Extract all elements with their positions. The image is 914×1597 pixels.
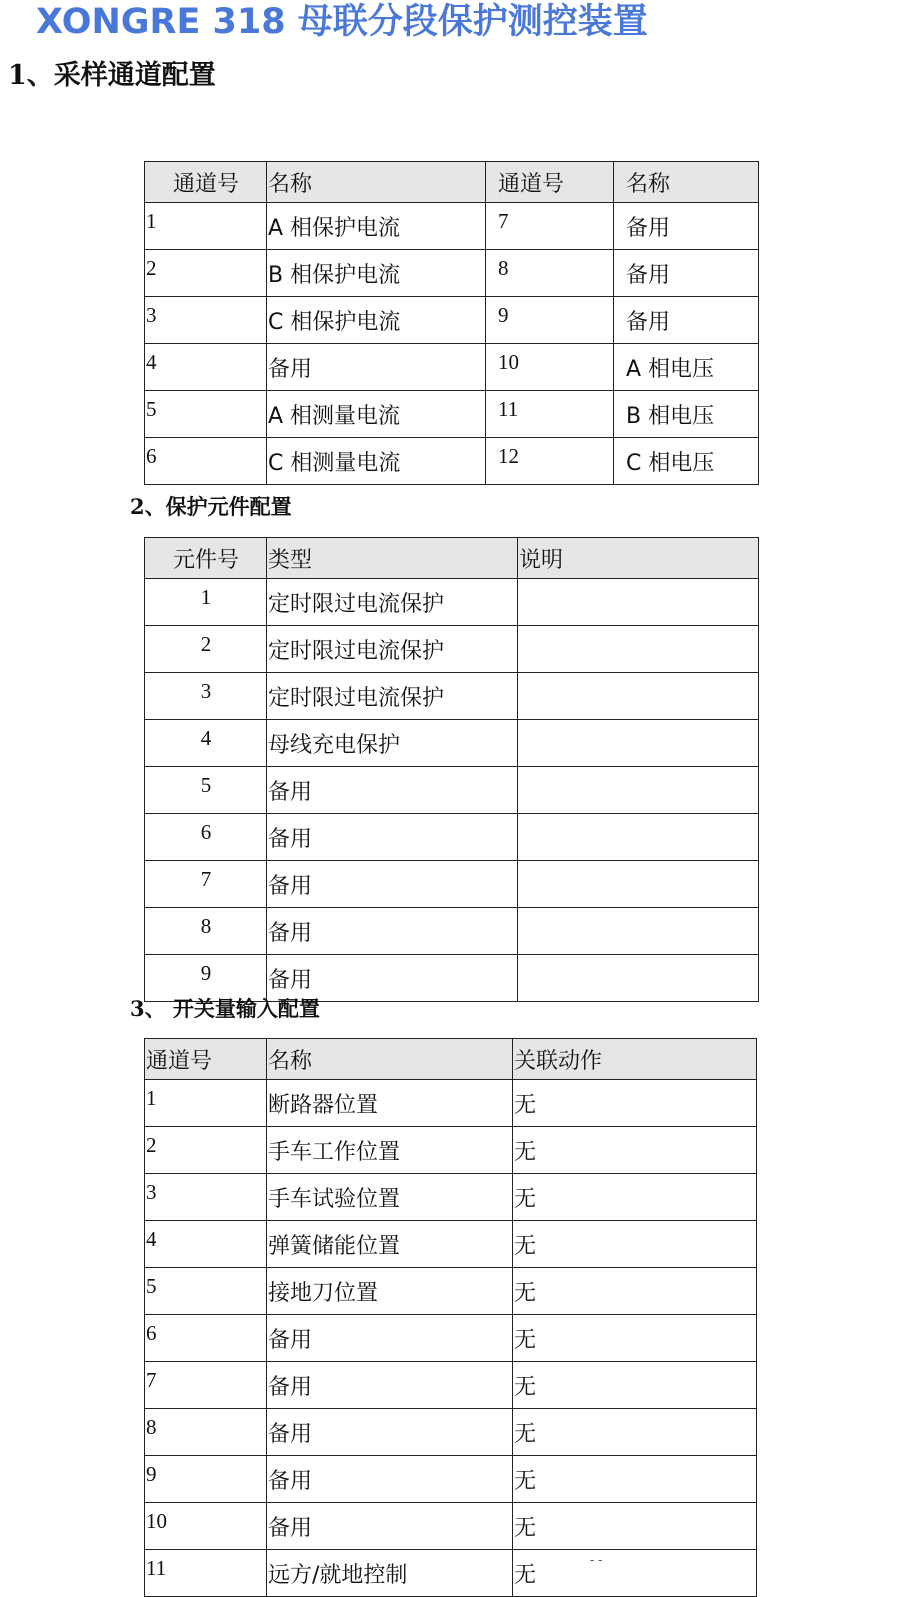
table-row [145, 1127, 757, 1174]
table-cell: 无 [513, 1268, 757, 1315]
table-cell: 无 [513, 1503, 757, 1550]
table-cell: 12 [486, 438, 614, 485]
table-cell: 无 [513, 1174, 757, 1221]
table-cell: 3 [145, 673, 267, 720]
table-cell [518, 767, 759, 814]
table-cell: 8 [486, 250, 614, 297]
table-cell: 10 [145, 1503, 267, 1550]
table-row [145, 203, 759, 250]
table-cell: 7 [145, 861, 267, 908]
table-cell [518, 579, 759, 626]
table-cell: C 相电压 [614, 438, 759, 485]
table-cell: 8 [145, 908, 267, 955]
table-cell: 2 [145, 250, 267, 297]
table-cell: 备用 [267, 861, 518, 908]
table-row [145, 908, 759, 955]
table-cell [518, 814, 759, 861]
table-cell: 远方/就地控制 [267, 1550, 513, 1597]
column-header: 名称 [614, 162, 759, 203]
column-header: 名称 [267, 162, 486, 203]
table-cell: 5 [145, 1268, 267, 1315]
table-row [145, 814, 759, 861]
table-row [145, 1409, 757, 1456]
digital-input-table [144, 1038, 757, 1597]
table-cell [518, 955, 759, 1002]
table-header-row [145, 1039, 757, 1080]
table-cell: 11 [145, 1550, 267, 1597]
table-cell: 备用 [267, 1362, 513, 1409]
table-cell: 4 [145, 720, 267, 767]
table-cell: 备用 [267, 1456, 513, 1503]
table-row [145, 1503, 757, 1550]
table-row [145, 767, 759, 814]
table-cell: 4 [145, 344, 267, 391]
table-cell: 6 [145, 814, 267, 861]
table-row [145, 720, 759, 767]
table-row [145, 250, 759, 297]
table-cell: 5 [145, 391, 267, 438]
table-cell [518, 626, 759, 673]
column-header: 通道号 [145, 1039, 267, 1080]
table-row [145, 297, 759, 344]
column-header: 类型 [267, 538, 518, 579]
table-header-row [145, 538, 759, 579]
table-row [145, 1221, 757, 1268]
table-row [145, 1268, 757, 1315]
table-cell: 无 [513, 1221, 757, 1268]
table-cell: 备用 [614, 203, 759, 250]
table-row [145, 344, 759, 391]
table-cell: 2 [145, 626, 267, 673]
table-row [145, 1550, 757, 1597]
table-cell: 3 [145, 1174, 267, 1221]
table-cell: 无 [513, 1456, 757, 1503]
table-cell: 7 [145, 1362, 267, 1409]
table-cell: 无 [513, 1127, 757, 1174]
table-cell: B 相电压 [614, 391, 759, 438]
column-header: 通道号 [145, 162, 267, 203]
table-cell: 备用 [267, 1409, 513, 1456]
table-cell: 备用 [267, 767, 518, 814]
table-cell: 备用 [267, 814, 518, 861]
column-header: 元件号 [145, 538, 267, 579]
protection-element-table [144, 537, 759, 1002]
table-cell: 1 [145, 579, 267, 626]
table-row [145, 1174, 757, 1221]
table-cell: 8 [145, 1409, 267, 1456]
table-cell: 无 [513, 1550, 757, 1597]
table-cell: 1 [145, 203, 267, 250]
table-cell: 备用 [267, 344, 486, 391]
table-cell: A 相测量电流 [267, 391, 486, 438]
table-cell: 备用 [267, 1503, 513, 1550]
table-cell: C 相保护电流 [267, 297, 486, 344]
table-row [145, 1456, 757, 1503]
table-header-row [145, 162, 759, 203]
table-cell [518, 861, 759, 908]
table-cell: C 相测量电流 [267, 438, 486, 485]
table-cell: 无 [513, 1315, 757, 1362]
table-row [145, 1362, 757, 1409]
section-heading-protection: 2、保护元件配置 [130, 494, 292, 519]
table-cell: 2 [145, 1127, 267, 1174]
table-cell: 手车试验位置 [267, 1174, 513, 1221]
table-cell: 6 [145, 1315, 267, 1362]
table-cell: 备用 [614, 250, 759, 297]
table-cell [518, 673, 759, 720]
table-cell [518, 720, 759, 767]
table-row [145, 438, 759, 485]
table-cell [518, 908, 759, 955]
table-cell: 手车工作位置 [267, 1127, 513, 1174]
table-cell: 6 [145, 438, 267, 485]
page-footer-mark: - - [590, 1553, 603, 1567]
table-row [145, 673, 759, 720]
document-title: XONGRE 318 母联分段保护测控装置 [36, 2, 648, 42]
column-header: 通道号 [486, 162, 614, 203]
table-cell: 备用 [267, 1315, 513, 1362]
table-cell: 弹簧储能位置 [267, 1221, 513, 1268]
section-heading-sampling: 1、采样通道配置 [8, 60, 216, 91]
table-cell: 备用 [267, 908, 518, 955]
table-cell: 9 [486, 297, 614, 344]
table-row [145, 861, 759, 908]
column-header: 名称 [267, 1039, 513, 1080]
table-cell: 1 [145, 1080, 267, 1127]
table-cell: A 相保护电流 [267, 203, 486, 250]
table-cell: 无 [513, 1080, 757, 1127]
table-cell: 4 [145, 1221, 267, 1268]
table-cell: 5 [145, 767, 267, 814]
sampling-channel-table [144, 161, 759, 485]
section-heading-digital-input: 3、 开关量输入配置 [130, 996, 320, 1021]
table-row [145, 391, 759, 438]
table-row [145, 1315, 757, 1362]
table-cell: 11 [486, 391, 614, 438]
table-cell: 10 [486, 344, 614, 391]
table-body [145, 579, 759, 1002]
table-row [145, 1080, 757, 1127]
table-cell: 9 [145, 1456, 267, 1503]
table-row [145, 579, 759, 626]
table-cell: 无 [513, 1409, 757, 1456]
table-cell: 备用 [267, 955, 518, 1002]
table-row [145, 626, 759, 673]
table-cell: 断路器位置 [267, 1080, 513, 1127]
table-cell: 接地刀位置 [267, 1268, 513, 1315]
table-body [145, 1080, 757, 1597]
table-cell: 3 [145, 297, 267, 344]
table-cell: 定时限过电流保护 [267, 673, 518, 720]
table-body [145, 203, 759, 485]
table-cell: 备用 [614, 297, 759, 344]
table-cell: 9 [145, 955, 267, 1002]
table-cell: 7 [486, 203, 614, 250]
table-cell: 定时限过电流保护 [267, 626, 518, 673]
table-cell: A 相电压 [614, 344, 759, 391]
table-cell: 无 [513, 1362, 757, 1409]
table-cell: 定时限过电流保护 [267, 579, 518, 626]
column-header: 关联动作 [513, 1039, 757, 1080]
table-cell: 母线充电保护 [267, 720, 518, 767]
table-cell: B 相保护电流 [267, 250, 486, 297]
column-header: 说明 [518, 538, 759, 579]
